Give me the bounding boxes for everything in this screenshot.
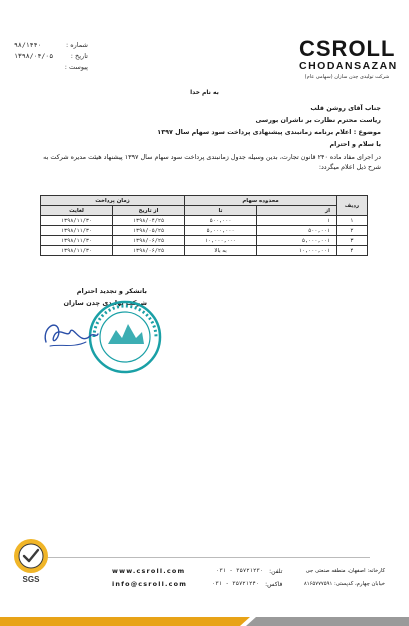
logo-sub-text: CHODANSAZAN	[299, 60, 398, 72]
table-row	[41, 246, 368, 256]
dividend-schedule-table	[40, 195, 368, 256]
cell-to: ۱۰,۰۰۰,۰۰۰	[185, 236, 257, 246]
cell-from: ۵,۰۰۰,۰۰۱	[257, 236, 337, 246]
attachment-label: پیوست :	[64, 63, 88, 71]
cell-from-date: ۱۳۹۸/۰۵/۲۵	[113, 226, 185, 236]
recipient: جناب آقای روشن قلب	[310, 104, 381, 112]
phone-label: تلفن:	[269, 568, 283, 575]
phone-row	[212, 565, 282, 578]
cell-from-date: ۱۳۹۸/۰۴/۲۵	[113, 216, 185, 226]
header-from: از	[257, 206, 337, 216]
address-line-1: کارخانه: اصفهان، منطقه صنعتی جی	[305, 568, 385, 574]
letter-meta	[14, 40, 88, 73]
table-row	[41, 236, 368, 246]
header-until: لغایت	[41, 206, 113, 216]
cell-from-date: ۱۳۹۸/۰۶/۲۵	[113, 246, 185, 256]
header-payment-time: زمان پرداخت	[41, 196, 185, 206]
logo-main-text: CSROLL	[299, 36, 396, 61]
body-paragraph: در اجرای مفاد ماده ۲۴۰ قانون تجارت، بدین وسیله جدول زمانبندی پرداخت سود سهام سال ۱۳۹۷ پیشنهاد هیئت مدیره شرکت به شرح ذیل اعلام میگردد:	[43, 153, 381, 171]
website-link[interactable]: www.csroll.com	[112, 567, 186, 575]
footer-address	[304, 565, 385, 591]
header-share-range: محدوده سهام	[185, 196, 337, 206]
footer-web	[112, 565, 187, 591]
number-row	[14, 40, 88, 51]
logo-company-name: شرکت تولیدی چدن سازان (سهامی عام)	[304, 74, 390, 80]
closing-thanks: باتشکر و تجدید احترام	[76, 287, 147, 295]
email-link[interactable]: info@csroll.com	[112, 580, 188, 588]
fax-row	[212, 578, 282, 591]
recipient-title: ریاست محترم نظارت بر ناشران بورسی	[255, 116, 381, 124]
company-logo	[299, 36, 398, 80]
table-row	[41, 226, 368, 236]
date-row	[14, 51, 88, 62]
footer-divider	[40, 557, 370, 558]
cell-from: ۱	[257, 216, 337, 226]
address-line-2: خیابان چهارم، کدپستی: ۸۱۶۵۷۷۷۵۹۱	[303, 581, 385, 587]
number-label: شماره :	[66, 41, 88, 49]
cell-row-number: ۴	[337, 246, 368, 256]
subject: موضوع : اعلام برنامه زمانبندی پیشنهادی پرداخت سود سهام سال ۱۳۹۷	[157, 128, 381, 136]
cell-until: ۱۳۹۸/۱۱/۳۰	[41, 246, 113, 256]
cell-from: ۱۰,۰۰۰,۰۰۱	[257, 246, 337, 256]
cell-row-number: ۲	[337, 226, 368, 236]
sgs-label: SGS	[22, 575, 40, 584]
header-row-number: ردیف	[337, 196, 368, 216]
table-header-row	[41, 196, 368, 206]
table-row	[41, 216, 368, 226]
fax-value: ۰۳۱ - ۳۵۷۲۱۲۴۰	[212, 581, 260, 587]
cell-from-date: ۱۳۹۸/۰۶/۲۵	[113, 236, 185, 246]
sgs-certification-icon	[8, 536, 54, 586]
cell-to: به بالا	[185, 246, 257, 256]
attachment-row	[14, 62, 88, 73]
cell-to: ۵۰۰,۰۰۰	[185, 216, 257, 226]
cell-until: ۱۳۹۸/۱۱/۳۰	[41, 236, 113, 246]
cell-until: ۱۳۹۸/۱۱/۳۰	[41, 216, 113, 226]
cell-until: ۱۳۹۸/۱۱/۳۰	[41, 226, 113, 236]
cell-row-number: ۱	[337, 216, 368, 226]
date-label: تاریخ :	[70, 52, 88, 60]
date-value: ۱۳۹۸/۰۴/۰۵	[14, 52, 54, 60]
cell-from: ۵۰۰,۰۰۱	[257, 226, 337, 236]
letter-body	[31, 102, 381, 172]
fax-label: فاکس:	[265, 581, 283, 588]
cell-row-number: ۳	[337, 236, 368, 246]
greeting: با سلام و احترام	[329, 140, 381, 148]
footer-phones	[212, 565, 282, 591]
cell-to: ۵,۰۰۰,۰۰۰	[185, 226, 257, 236]
table-subheader-row	[41, 206, 368, 216]
bismillah: به نام خدا	[190, 89, 219, 96]
number-value: ۹۸/۱۴۴۰	[14, 41, 42, 49]
header-from-date: از تاریخ	[113, 206, 185, 216]
phone-value: ۰۳۱ - ۳۵۷۲۱۲۳۰	[215, 568, 264, 574]
header-to: تا	[185, 206, 257, 216]
signature-icon	[40, 312, 100, 352]
attachment-value	[14, 62, 54, 73]
closing-company: شرکت تولیدی چدن سازان	[63, 299, 147, 307]
footer-stripes	[0, 617, 409, 626]
